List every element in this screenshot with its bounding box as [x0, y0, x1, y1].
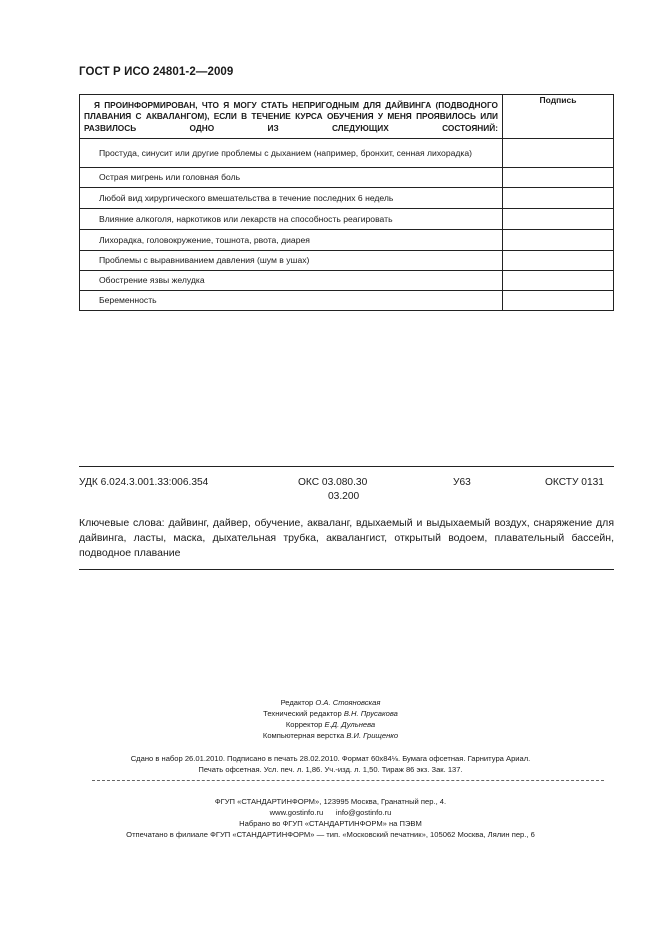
table-heading: Я ПРОИНФОРМИРОВАН, ЧТО Я МОГУ СТАТЬ НЕПРИГОДНЫМ ДЛЯ ДАЙВИНГА (ПОДВОДНОГО ПЛАВАНИЯ С АКВАЛАНГОМ), ЕСЛИ В ТЕЧЕНИЕ КУРСА ОБУЧЕНИЯ У МЕНЯ ПРОЯВИЛОСЬ ИЛИ РАЗВИЛОСЬ ОДНО ИЗ СЛЕДУЮЩИХ СОСТОЯНИЙ: [80, 95, 503, 139]
condition-label: Влияние алкоголя, наркотиков или лекарств на способность реагировать [80, 209, 503, 230]
editor-name: О.А. Стояновская [315, 698, 381, 707]
condition-label: Обострение язвы желудка [80, 271, 503, 291]
condition-label: Лихорадка, головокружение, тошнота, рвота, диарея [80, 230, 503, 251]
table-row [80, 168, 614, 188]
corrector-label: Корректор [285, 720, 323, 729]
keywords-paragraph: Ключевые слова: дайвинг, дайвер, обучение, акваланг, вдыхаемый и выдыхаемый воздух, снаряжение для дайвинга, ласты, маска, дыхательная трубка, аквалангист, открытый водоем, плавательный бассейн, подводное плавание [79, 517, 614, 559]
layout-label: Компьютерная верстка [262, 731, 345, 740]
tech-editor-name: В.Н. Прусакова [343, 709, 398, 718]
signature-cell[interactable] [503, 251, 614, 271]
editor-line [0, 698, 661, 707]
signature-cell[interactable] [503, 168, 614, 188]
signature-cell[interactable] [503, 230, 614, 251]
print-details-line-1: Сдано в набор 26.01.2010. Подписано в печать 28.02.2010. Формат 60х84⅛. Бумага офсетная. Гарнитура Ариал. [130, 754, 531, 763]
signature-cell[interactable] [503, 271, 614, 291]
oks-code-second: 03.200 [328, 491, 360, 502]
publisher-line-3: Набрано во ФГУП «СТАНДАРТИНФОРМ» на ПЭВМ [239, 819, 422, 828]
conditions-table [79, 94, 614, 311]
classifier-code: У63 [453, 477, 471, 488]
print-details-line-2: Печать офсетная. Усл. печ. л. 1,86. Уч.-изд. л. 1,50. Тираж 86 экз. Зак. 137. [198, 765, 463, 774]
signature-cell[interactable] [503, 139, 614, 168]
editor-label: Редактор [280, 698, 314, 707]
condition-label: Простуда, синусит или другие проблемы с дыханием (например, бронхит, сенная лихорадка) [80, 139, 503, 168]
layout-name: В.И. Грищенко [346, 731, 399, 740]
layout-line [0, 731, 661, 740]
table-header-row [80, 95, 614, 139]
dashed-divider [92, 780, 604, 781]
condition-label: Острая мигрень или головная боль [80, 168, 503, 188]
table-row [80, 291, 614, 311]
divider-line [79, 569, 614, 570]
oks-code: ОКС 03.080.30 [298, 477, 368, 488]
table-row [80, 271, 614, 291]
okstu-code: ОКСТУ 0131 [545, 477, 604, 488]
signature-header: Подпись [503, 95, 614, 139]
corrector-name: Е.Д. Дульнева [324, 720, 376, 729]
signature-cell[interactable] [503, 209, 614, 230]
publisher-line-1: ФГУП «СТАНДАРТИНФОРМ», 123995 Москва, Гранатный пер., 4. [214, 797, 447, 806]
condition-label: Проблемы с выравниванием давления (шум в ушах) [80, 251, 503, 271]
divider-line [79, 466, 614, 467]
table-row [80, 188, 614, 209]
table-row [80, 230, 614, 251]
tech-editor-label: Технический редактор [263, 709, 342, 718]
signature-cell[interactable] [503, 188, 614, 209]
table-row [80, 251, 614, 271]
publisher-line-2: www.gostinfo.ru info@gostinfo.ru [269, 808, 392, 817]
publisher-line-4: Отпечатано в филиале ФГУП «СТАНДАРТИНФОРМ» — тип. «Московский печатник», 105062 Москва, Лялин пер., 6 [126, 830, 535, 839]
signature-cell[interactable] [503, 291, 614, 311]
corrector-line [0, 720, 661, 729]
condition-label: Любой вид хирургического вмешательства в течение последних 6 недель [80, 188, 503, 209]
table-row [80, 139, 614, 168]
condition-label: Беременность [80, 291, 503, 311]
document-header: ГОСТ Р ИСО 24801-2—2009 [79, 66, 234, 78]
table-row [80, 209, 614, 230]
udk-code: УДК 6.024.3.001.33:006.354 [79, 477, 209, 488]
tech-editor-line [0, 709, 661, 718]
